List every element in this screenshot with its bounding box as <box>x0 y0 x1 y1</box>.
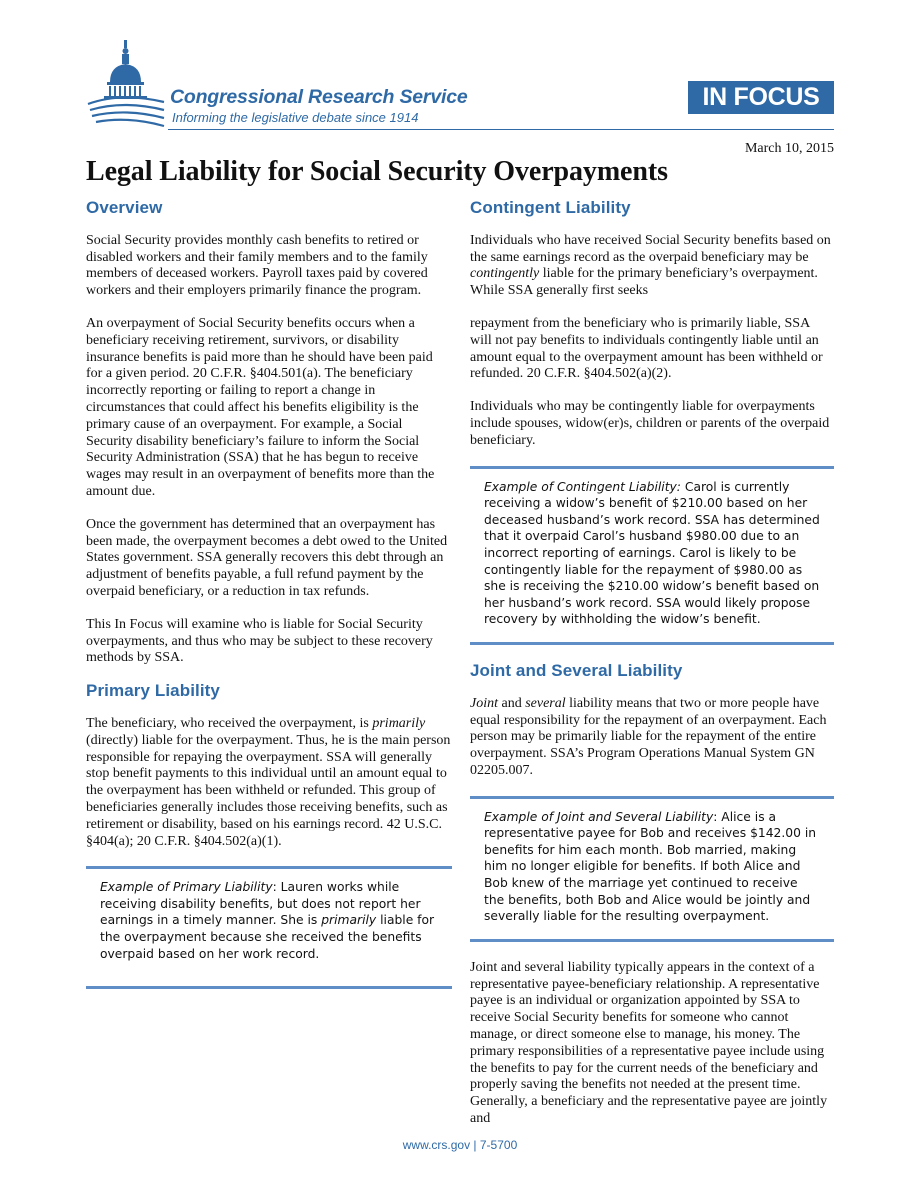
header-rule <box>168 129 834 130</box>
page-header <box>0 0 920 140</box>
contingent-liability-heading: Contingent Liability <box>470 198 631 217</box>
publication-date: March 10, 2015 <box>744 141 834 156</box>
org-tagline: Informing the legislative debate since 1914 <box>172 110 419 125</box>
right-column <box>470 200 834 1144</box>
contingent-paragraph-1: Individuals who have received Social Security benefits based on the same earnings record as the overpaid beneficiary may be contingently liable for the primary beneficiary’s overpayment. While SSA generally first seeks <box>470 232 831 299</box>
joint-paragraph-1: Joint and several liability means that two or more people have equal responsibility for the repayment of an overpayment. Each person may be primarily liable for the repayment of the entire overpayment. SSA’s Program Operations Manual System GN 02205.007. <box>470 695 827 778</box>
org-name: Congressional Research Service <box>170 86 468 108</box>
overview-paragraph-2: An overpayment of Social Security benefits occurs when a beneficiary receiving retirement, survivors, or disability insurance benefits is paid more than he should have been paid for a given period. 20 C.F.R. §404.501(a). The beneficiary incorrectly reporting or failing to report a change in circumstances that could affect his benefits eligibility is the primary cause of an overpayment. For example, a Social Security disability beneficiary’s failure to inform the Social Security Administration (SSA) that he has begun to receive wages may result in an overpayment of benefits more than the amount due. <box>86 315 435 499</box>
overview-paragraph-3: Once the government has determined that an overpayment has been made, the overpayment becomes a debt owed to the United States government. SSA generally recovers this debt through an adjustment of benefits payable, a full refund payment by the overpaid beneficiary, or a reduction in tax refunds. <box>86 516 448 599</box>
contingent-liability-example-box: Example of Contingent Liability: Carol is currently receiving a widow’s benefit of $210.00 based on her deceased husband’s work record. SSA has determined that it overpaid Carol’s husband $980.00 due to an incorrect reporting of earnings. Carol is likely to be contingently liable for the repayment of $980.00 as she is receiving the $210.00 widow’s benefit based on her husband’s work record. SSA would likely propose recovery by withholding the widow’s benefit. <box>470 466 834 645</box>
overview-paragraph-1: Social Security provides monthly cash benefits to retired or disabled workers and their family members and to the family members of deceased workers. Payroll taxes paid by covered workers and their employers primarily finance the program. <box>86 232 428 299</box>
joint-several-example-box: Example of Joint and Several Liability: Alice is a representative payee for Bob and receives $142.00 in benefits for him each month. Bob married, making him no longer eligible for benefits. If both Alice and Bob knew of the marriage yet continued to receive the benefits, both Bob and Alice would be jointly and severally liable for the resulting overpayment. <box>470 796 834 942</box>
left-column <box>86 200 452 989</box>
example-lead: Example of Joint and Several Liability <box>484 809 714 824</box>
joint-paragraph-2: Joint and several liability typically appears in the context of a representative payee-beneficiary relationship. A representative payee is an individual or organization appointed by SSA to receive Social Security benefits for someone who cannot manage, or direct someone else to manage, his money. The primary responsibilities of a representative payee include using the benefits to pay for the current needs of the beneficiary and properly saving the benefits not needed at the present time. Generally, a beneficiary and the representative payee are jointly and <box>470 959 828 1127</box>
primary-liability-paragraph: The beneficiary, who received the overpayment, is primarily (directly) liable for the overpayment. Thus, he is the main person responsible for repaying the overpayment. SSA will generally stop benefit payments to this individual until an amount equal to the overpayment has been withheld or refunded. This group of beneficiaries generally includes those receiving benefits, such as retirement or disability, based on his earnings record. 42 U.S.C. §404(a); 20 C.F.R. §404.502(a)(1). <box>86 715 451 849</box>
example-lead: Example of Primary Liability <box>100 880 273 895</box>
page-footer: www.crs.gov | 7-5700 <box>402 1138 518 1152</box>
overview-paragraph-4: This In Focus will examine who is liable for Social Security overpayments, and thus who may be subject to these recovery methods by SSA. <box>86 616 433 666</box>
capitol-dome-icon <box>86 40 166 130</box>
contingent-paragraph-2: repayment from the beneficiary who is primarily liable, SSA will not pay benefits to individuals contingently liable until an amount equal to the overpayment amount has been withheld or refunded. 20 C.F.R. §404.502(a)(2). <box>470 315 823 382</box>
primary-liability-example-box: Example of Primary Liability: Lauren works while receiving disability benefits, but does not report her earnings in a timely manner. She is primarily liable for the overpayment because she received the benefits overpaid based on her work record. <box>86 866 452 989</box>
joint-several-liability-heading: Joint and Several Liability <box>470 660 683 680</box>
contingent-paragraph-3: Individuals who may be contingently liable for overpayments include spouses, widow(er)s, children or parents of the overpaid beneficiary. <box>470 399 830 448</box>
primary-liability-heading: Primary Liability <box>86 681 220 701</box>
overview-heading: Overview <box>86 198 163 217</box>
in-focus-badge: IN FOCUS <box>688 81 834 114</box>
example-lead: Example of Contingent Liability: <box>484 479 681 494</box>
document-title: Legal Liability for Social Security Overpayments <box>86 156 668 187</box>
